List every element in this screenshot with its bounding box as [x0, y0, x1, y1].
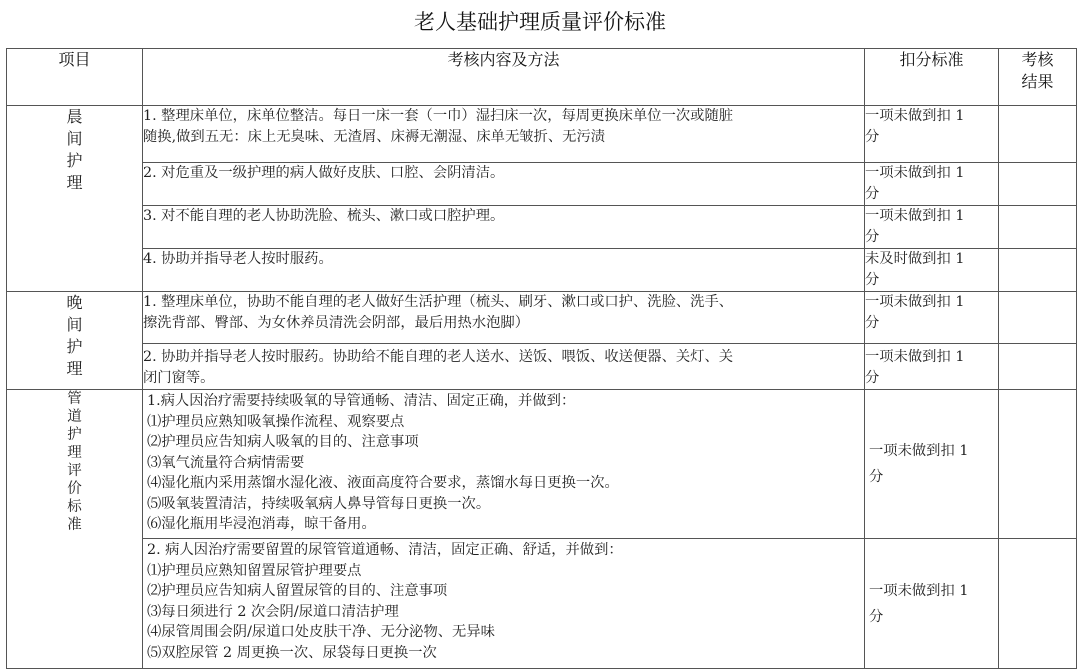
result-cell	[999, 539, 1077, 669]
deduction-line: 分	[865, 186, 880, 202]
category-cell	[7, 390, 143, 669]
deduction-line: 一项未做到扣 1	[865, 294, 965, 310]
deduction-line: 分	[865, 370, 880, 386]
deduction-line: 一项未做到扣 1	[865, 208, 965, 224]
deduction-line: 分	[869, 469, 884, 485]
header-row	[7, 49, 1077, 106]
content-cell	[143, 344, 865, 390]
table-row	[7, 249, 1077, 292]
result-cell	[999, 106, 1077, 163]
category-cell	[7, 292, 143, 390]
table-row	[7, 344, 1077, 390]
deduction-line: 一项未做到扣 1	[865, 165, 965, 181]
content-line: ⑷湿化瓶内采用蒸馏水湿化液、液面高度符合要求，蒸馏水每日更换一次。	[147, 475, 619, 491]
deduction-line: 一项未做到扣 1	[869, 582, 969, 599]
deduction-line: 分	[865, 272, 880, 288]
content-line: 1. 整理床单位，床单位整洁。每日一床一套（一巾）湿扫床一次，每周更换床单位一次或随脏	[143, 108, 734, 124]
content-line: ⑸吸氧装置清洁，持续吸氧病人鼻导管每日更换一次。	[147, 495, 491, 512]
content-cell	[143, 249, 865, 292]
table-row	[7, 106, 1077, 163]
table-row	[7, 390, 1077, 539]
result-cell	[999, 390, 1077, 539]
content-line: ⑶每日须进行 2 次会阴/尿道口清洁护理	[147, 603, 399, 620]
table-row	[7, 539, 1077, 669]
header-result	[999, 49, 1077, 106]
deduction-cell	[865, 206, 999, 249]
deduction-cell	[865, 344, 999, 390]
deduction-cell	[865, 539, 999, 669]
content-line: 4. 协助并指导老人按时服药。	[143, 251, 333, 267]
category-label: 晨间护理	[66, 107, 83, 192]
content-cell	[143, 539, 865, 669]
content-line: ⑶氧气流量符合病情需要	[147, 454, 305, 471]
table-row	[7, 206, 1077, 249]
table-row	[7, 163, 1077, 206]
deduction-line: 一项未做到扣 1	[869, 443, 969, 459]
header-content: 考核内容及方法	[143, 49, 865, 106]
content-line: 1.病人因治疗需要持续吸氧的导管通畅、清洁、固定正确，并做到：	[147, 393, 576, 409]
category-label: 晚间护理	[66, 293, 83, 378]
deduction-cell	[865, 163, 999, 206]
deduction-cell	[865, 390, 999, 539]
deduction-line: 一项未做到扣 1	[865, 349, 965, 365]
page-title: 老人基础护理质量评价标准	[414, 10, 666, 34]
header-result-line2: 结果	[1021, 72, 1054, 91]
header-result-line1: 考核	[1021, 50, 1054, 69]
result-cell	[999, 206, 1077, 249]
content-line: 2. 对危重及一级护理的病人做好皮肤、口腔、会阴清洁。	[143, 165, 505, 181]
content-line: 擦洗背部、臀部、为女休养员清洗会阴部，最后用热水泡脚）	[143, 315, 530, 331]
content-line: 2. 协助并指导老人按时服药。协助给不能自理的老人送水、送饭、喂饭、收送便器、关灯、关	[143, 349, 734, 365]
deduction-line: 未及时做到扣 1	[865, 251, 965, 267]
evaluation-table	[6, 48, 1077, 669]
content-line: ⑷尿管周围会阴/尿道口处皮肤干净、无分泌物、无异味	[147, 624, 495, 640]
deduction-line: 分	[865, 315, 880, 331]
deduction-line: 分	[869, 608, 884, 625]
content-line: ⑴护理员应熟知留置尿管护理要点	[147, 562, 362, 579]
table-row	[7, 292, 1077, 344]
content-cell	[143, 163, 865, 206]
category-cell	[7, 106, 143, 292]
content-line: 随换,做到五无：床上无臭味、无渣屑、床褥无潮湿、床单无皱折、无污渍	[143, 129, 606, 145]
result-cell	[999, 249, 1077, 292]
content-cell	[143, 390, 865, 539]
deduction-line: 分	[865, 129, 880, 145]
deduction-cell	[865, 106, 999, 163]
header-deduction: 扣分标准	[865, 49, 999, 106]
content-line: 闭门窗等。	[143, 370, 215, 386]
content-cell	[143, 292, 865, 344]
content-line: ⑸双腔尿管 2 周更换一次、尿袋每日更换一次	[147, 644, 437, 661]
result-cell	[999, 292, 1077, 344]
content-cell	[143, 206, 865, 249]
result-cell	[999, 163, 1077, 206]
content-line: ⑹湿化瓶用毕浸泡消毒，晾干备用。	[147, 516, 376, 532]
content-line: ⑴护理员应熟知吸氧操作流程、观察要点	[147, 413, 405, 430]
deduction-line: 分	[865, 229, 880, 245]
deduction-cell	[865, 292, 999, 344]
result-cell	[999, 344, 1077, 390]
content-line: 3. 对不能自理的老人协助洗脸、梳头、漱口或口腔护理。	[143, 208, 505, 224]
deduction-line: 一项未做到扣 1	[865, 108, 965, 124]
content-cell	[143, 106, 865, 163]
header-item: 项目	[7, 49, 143, 106]
category-label: 管道护理评价标准	[67, 391, 82, 533]
deduction-cell	[865, 249, 999, 292]
content-line: ⑵护理员应告知病人留置尿管的目的、注意事项	[147, 583, 448, 599]
content-line: 2. 病人因治疗需要留置的尿管管道通畅、清洁，固定正确、舒适，并做到：	[147, 542, 623, 558]
content-line: 1. 整理床单位，协助不能自理的老人做好生活护理（梳头、刷牙、漱口或口护、洗脸、洗手、	[143, 294, 734, 310]
content-line: ⑵护理员应告知病人吸氧的目的、注意事项	[147, 434, 419, 450]
